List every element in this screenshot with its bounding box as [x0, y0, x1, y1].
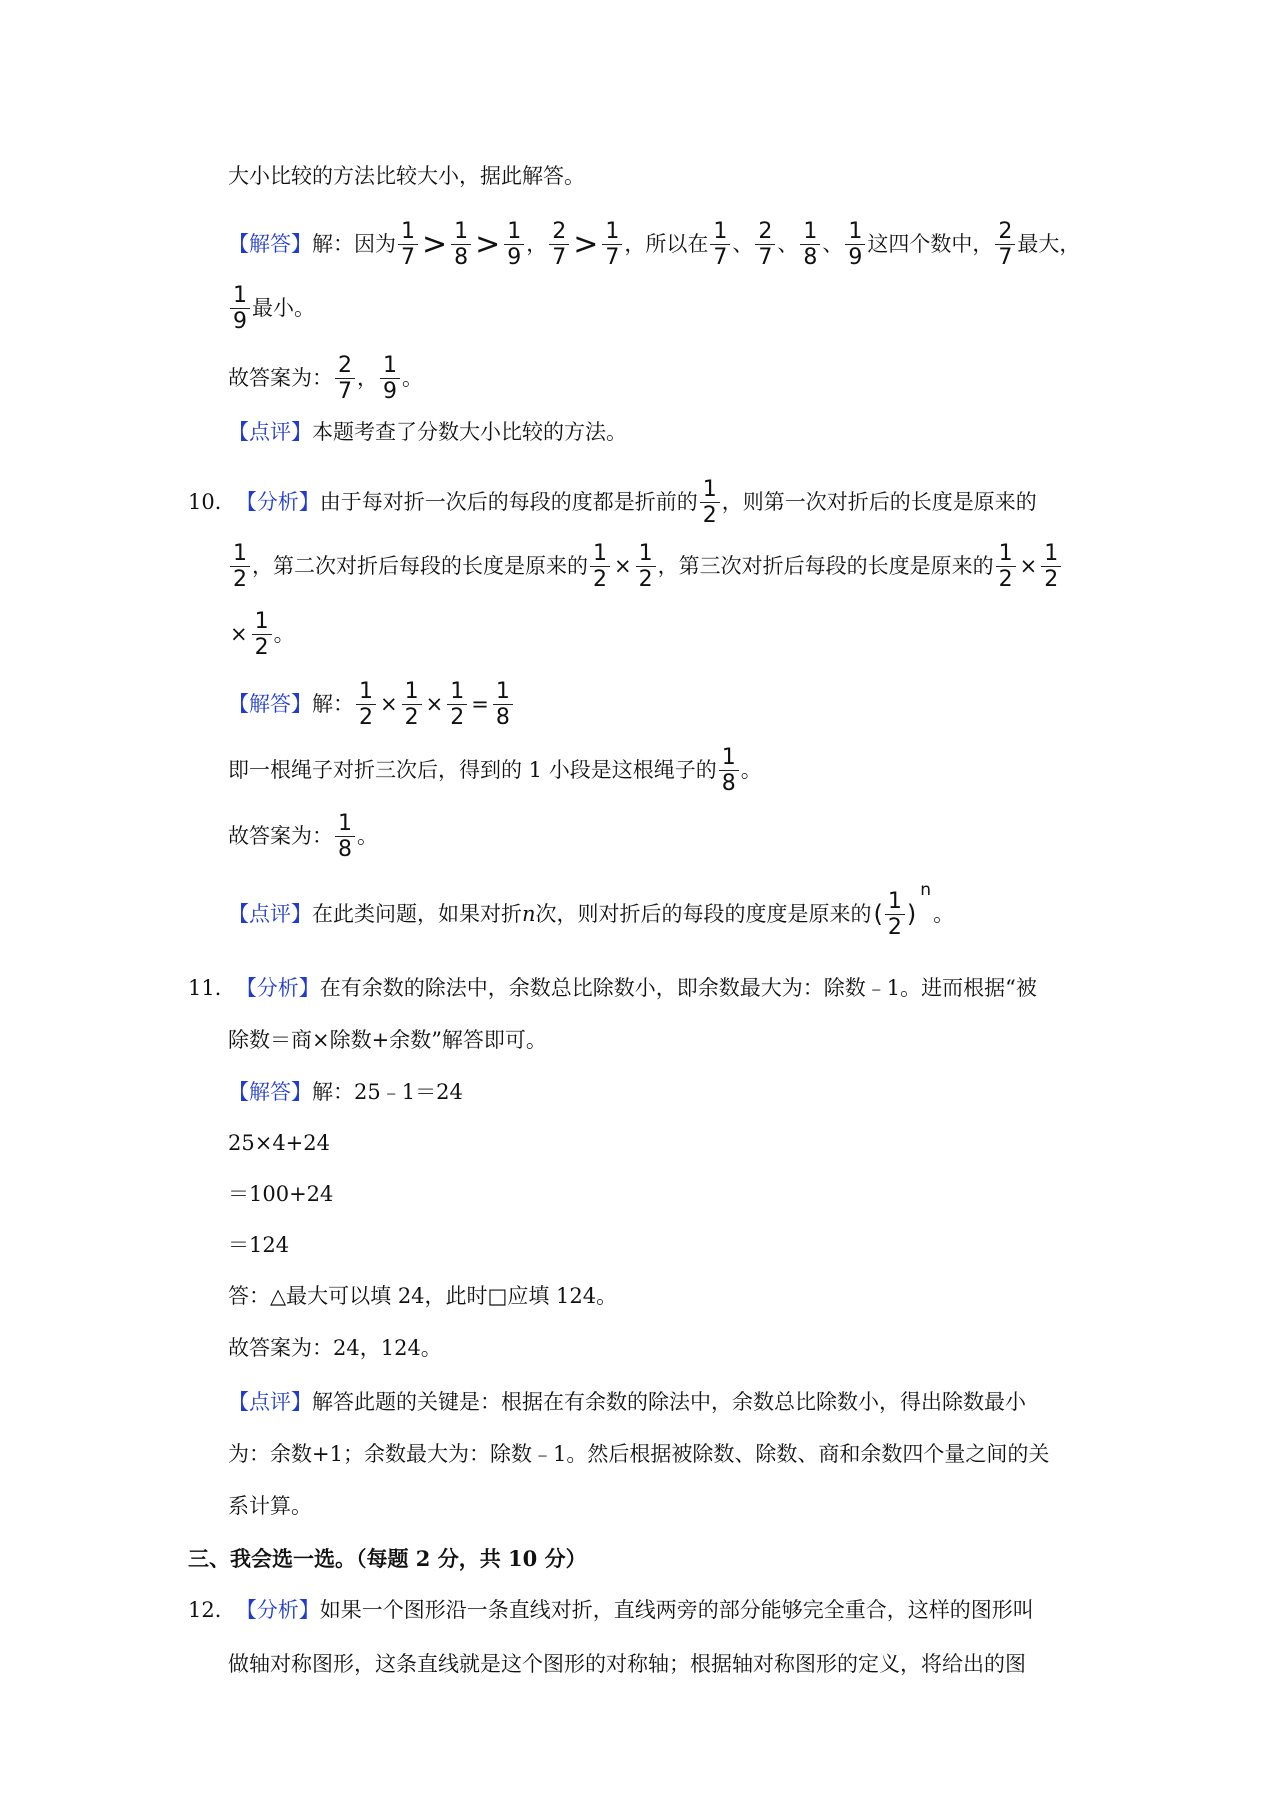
q9-answer-text: ，所以在 — [624, 232, 709, 256]
q10-explain-line — [228, 746, 1100, 795]
separator: 、 — [822, 232, 844, 256]
fraction: $\frac{1}{2}$ — [402, 680, 422, 729]
exponent: n — [920, 880, 932, 901]
reply-text: 答：△最大可以填 24，此时□应填 124。 — [228, 1284, 618, 1308]
q11-answer-text: 解：25﹣1＝24 — [312, 1080, 463, 1104]
period: 。 — [357, 824, 378, 848]
period: 。 — [273, 622, 295, 646]
period: 。 — [402, 366, 423, 390]
multiply-symbol: × — [614, 554, 632, 578]
q11-analysis-text: 在有余数的除法中，余数总比除数小，即余数最大为：除数﹣1。进而根据“被 — [319, 976, 1037, 1000]
fraction: $\frac{1}{2}$ — [636, 542, 656, 591]
q11-comment-line-3 — [228, 1494, 1100, 1519]
q9-comment-text: 本题考查了分数大小比较的方法。 — [312, 420, 627, 444]
final-answer-label: 故答案为： — [228, 366, 333, 390]
fraction: $\frac{1}{8}$ — [451, 220, 471, 269]
fraction: $\frac{1}{9}$ — [504, 220, 524, 269]
answer-tag: 【解答】 — [228, 1080, 312, 1104]
q10-analysis-line — [188, 478, 1100, 527]
calc-text: 25×4+24 — [228, 1131, 330, 1155]
fraction: $\frac{1}{7}$ — [602, 220, 622, 269]
q10-analysis-line-2 — [228, 542, 1100, 591]
q11-calc-line — [228, 1131, 1100, 1156]
q9-answer-line-2 — [228, 284, 1100, 333]
analysis-tag: 【分析】 — [235, 1598, 320, 1622]
multiply-symbol: × — [380, 692, 398, 716]
section-title: 三、我会选一选。（每题 2 分，共 10 分） — [188, 1546, 587, 1571]
greater-than-symbol: > — [573, 226, 599, 262]
q11-comment-text: 为：余数+1；余数最大为：除数﹣1。然后根据被除数、除数、商和余数四个量之间的关 — [228, 1442, 1050, 1466]
multiply-symbol: × — [230, 622, 248, 646]
q12-analysis-text: 如果一个图形沿一条直线对折，直线两旁的部分能够完全重合，这样的图形叫 — [319, 1598, 1034, 1622]
q11-final-answer-line — [228, 1336, 1100, 1361]
fraction: $\frac{1}{2}$ — [356, 680, 376, 729]
variable-n: n — [522, 902, 536, 926]
fraction: $\frac{1}{2}$ — [1041, 542, 1061, 591]
comment-tag: 【点评】 — [228, 1390, 312, 1414]
q12-analysis-text: 做轴对称图形，这条直线就是这个图形的对称轴；根据轴对称图形的定义，将给出的图 — [228, 1652, 1026, 1676]
fraction: $\frac{2}{7}$ — [755, 220, 775, 269]
q10-analysis-text: ，第三次对折后每段的长度是原来的 — [657, 554, 994, 578]
period: 。 — [933, 902, 955, 926]
q9-answer-text: 最小。 — [252, 296, 315, 320]
fraction: $\frac{1}{9}$ — [845, 220, 865, 269]
q11-reply-line — [228, 1284, 1100, 1309]
q10-explain-text: 即一根绳子对折三次后，得到的 1 小段是这根绳子的 — [228, 758, 717, 782]
fraction: $\frac{1}{8}$ — [719, 746, 739, 795]
answer-tag: 【解答】 — [228, 692, 312, 716]
final-answer-label: 故答案为： — [228, 824, 333, 848]
q12-analysis-line-2 — [228, 1652, 1100, 1677]
fraction: $\frac{1}{2}$ — [447, 680, 467, 729]
fraction: $\frac{1}{2}$ — [700, 478, 720, 527]
q11-calc-line — [228, 1182, 1100, 1207]
multiply-symbol: × — [425, 692, 444, 716]
q11-comment-line — [228, 1390, 1100, 1415]
q10-answer-line — [228, 680, 1100, 729]
power-expression — [873, 880, 932, 941]
fraction: $\frac{1}{7}$ — [710, 220, 730, 269]
q10-comment-text: 次，则对折后的每段的度度是原来的 — [535, 902, 872, 926]
equals-symbol: = — [471, 692, 489, 716]
fraction: $\frac{1}{2}$ — [230, 542, 250, 591]
q10-analysis-text: ，则第一次对折后的长度是原来的 — [721, 490, 1037, 514]
q10-analysis-line-3 — [228, 610, 1100, 659]
greater-than-symbol: > — [422, 226, 448, 262]
fraction: $\frac{2}{7}$ — [549, 220, 569, 269]
q10-final-answer-line — [228, 812, 1100, 861]
separator: 、 — [777, 232, 799, 256]
fraction: $\frac{1}{8}$ — [335, 812, 355, 861]
calc-text: ＝124 — [228, 1233, 290, 1257]
separator: 、 — [732, 232, 754, 256]
q9-text: 大小比较的方法比较大小，据此解答。 — [228, 164, 585, 188]
question-number: 12． — [188, 1598, 236, 1622]
fraction: $\frac{2}{7}$ — [995, 220, 1015, 269]
q11-comment-text: 系计算。 — [228, 1494, 312, 1518]
q11-calc-line — [228, 1233, 1100, 1258]
analysis-tag: 【分析】 — [235, 976, 320, 1000]
q12-analysis-line — [188, 1598, 1100, 1623]
left-paren: ( — [873, 900, 883, 929]
question-number: 10． — [188, 490, 236, 514]
comment-tag: 【点评】 — [228, 420, 312, 444]
comment-tag: 【点评】 — [228, 902, 312, 926]
fraction: $\frac{1}{2}$ — [996, 542, 1016, 591]
q9-answer-text: 解：因为 — [312, 232, 396, 256]
q11-analysis-line-2 — [228, 1028, 1100, 1053]
fraction: $\frac{1}{7}$ — [398, 220, 418, 269]
period: 。 — [740, 758, 762, 782]
comma: ， — [526, 232, 548, 256]
q11-analysis-line — [188, 976, 1100, 1001]
fraction: $\frac{1}{9}$ — [230, 284, 250, 333]
q11-answer-line — [228, 1080, 1100, 1105]
q11-comment-text: 解答此题的关键是：根据在有余数的除法中，余数总比除数小，得出除数最小 — [312, 1390, 1026, 1414]
calc-text: ＝100+24 — [228, 1182, 334, 1206]
question-number: 11． — [188, 976, 236, 1000]
greater-than-symbol: > — [475, 226, 501, 262]
q9-answer-line — [228, 220, 1100, 269]
fraction: $\frac{2}{7}$ — [335, 354, 355, 403]
multiply-symbol: × — [1019, 554, 1038, 578]
fraction: $\frac{1}{2}$ — [885, 890, 905, 939]
fraction: $\frac{1}{9}$ — [380, 354, 400, 403]
q10-answer-text: 解： — [312, 692, 354, 716]
q11-comment-line-2 — [228, 1442, 1100, 1467]
q9-answer-text: 这四个数中， — [867, 232, 994, 256]
q10-analysis-text: ，第二次对折后每段的长度是原来的 — [252, 554, 588, 578]
analysis-tag: 【分析】 — [235, 490, 320, 514]
q9-comment-line — [228, 420, 1100, 445]
q9-answer-text: 最大， — [1017, 232, 1081, 256]
fraction: $\frac{1}{8}$ — [493, 680, 513, 729]
comma: ， — [357, 366, 378, 390]
q10-comment-line — [228, 880, 1100, 941]
right-paren: ) — [906, 900, 917, 929]
q10-comment-text: 在此类问题，如果对折 — [312, 902, 522, 926]
q10-analysis-text: 由于每对折一次后的每段的度都是折前的 — [319, 490, 698, 514]
fraction: $\frac{1}{2}$ — [590, 542, 610, 591]
section-heading — [188, 1546, 1100, 1571]
fraction: $\frac{1}{2}$ — [252, 610, 272, 659]
final-answer-text: 故答案为：24，124。 — [228, 1336, 442, 1360]
q11-analysis-text: 除数＝商×除数+余数”解答即可。 — [228, 1028, 547, 1052]
q9-final-answer-line — [228, 354, 1100, 403]
q9-analysis-line — [228, 164, 1100, 189]
answer-tag: 【解答】 — [228, 232, 312, 256]
fraction: $\frac{1}{8}$ — [800, 220, 820, 269]
